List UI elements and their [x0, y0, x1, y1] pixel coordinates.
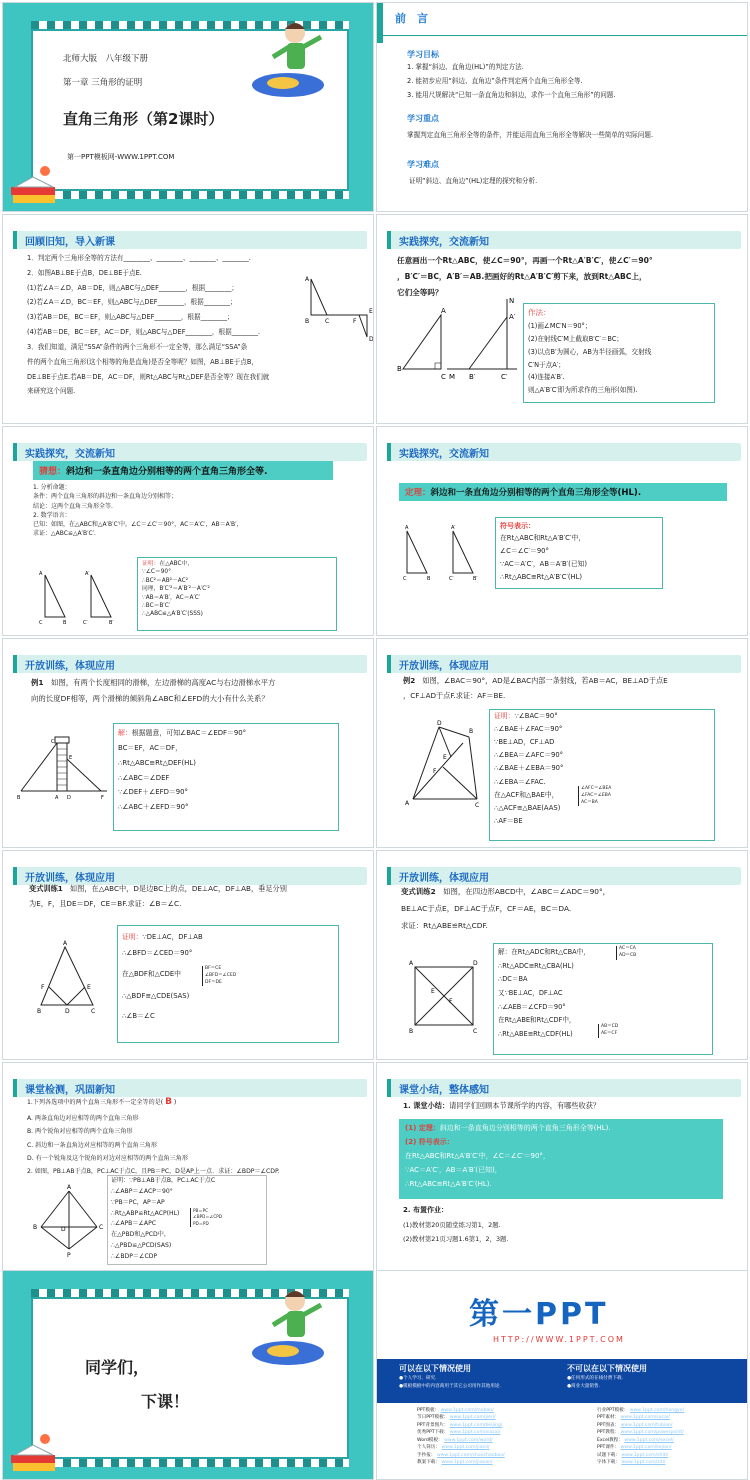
- svg-text:D: D: [65, 1008, 70, 1015]
- train3-header: 开放训练，体现应用: [25, 873, 115, 884]
- svg-text:D: D: [369, 336, 374, 343]
- review-header: 回顾旧知，导入新课: [25, 237, 115, 248]
- train4-brace-1: AC＝CA AD＝CB: [616, 946, 636, 960]
- theorem-band: 定理：斜边和一条直角边分别相等的两个直角三角形全等(HL).: [399, 483, 727, 501]
- svg-text:A: A: [441, 307, 446, 315]
- svg-text:E: E: [369, 308, 373, 315]
- cover-books-icon: [5, 163, 65, 209]
- explore1-question: 任意画出一个Rt△ABC，使∠C＝90°，再画一个Rt△A′B′C′，使∠C′＝90° ，B′C′＝BC，A′B′＝AB.把画好的Rt△A′B′C′剪下来，放到Rt△ABC上， 它们全等吗？: [397, 256, 653, 297]
- svg-text:B: B: [17, 795, 21, 801]
- svg-text:A′: A′: [85, 571, 90, 577]
- train4-sol-box: 解：在Rt△ADC和Rt△CBA中， ∴Rt△ADC≌Rt△CBA(HL) ∴DC＝BA 又∵BE⊥AC，DF⊥AC ∴∠AEB＝∠CFD＝90° 在Rt△ABE和Rt△CDF中， ∴Rt△ABE≌Rt△CDF(HL) AC＝CA AD＝CB AB＝CD AE＝CF: [493, 943, 713, 1055]
- svg-text:B: B: [427, 576, 431, 582]
- svg-text:D: D: [61, 1226, 66, 1233]
- svg-text:B: B: [397, 365, 402, 373]
- svg-text:A: A: [39, 571, 43, 577]
- explore2-figure: [39, 567, 129, 627]
- preface-slide[interactable]: [376, 2, 748, 212]
- svg-text:C: C: [91, 1008, 96, 1015]
- svg-text:F: F: [449, 998, 453, 1005]
- train3-brace: BF＝CE ∠BFD＝∠CED DF＝DE: [202, 966, 236, 986]
- explore2-slide[interactable]: [2, 426, 374, 636]
- svg-text:C′: C′: [501, 373, 508, 381]
- svg-text:B: B: [305, 318, 310, 325]
- svg-text:E: E: [431, 988, 435, 995]
- explore1-slide[interactable]: [376, 214, 748, 424]
- train3-question: 变式训练1 如图，在△ABC中，D是边BC上的点，DE⊥AC，DF⊥AB，垂足分别 为E，F，且DE＝DF，CE＝BF.求证：∠B＝∠C.: [29, 884, 287, 909]
- train4-header: 开放训练，体现应用: [399, 873, 489, 884]
- test-header: 课堂检测，巩固新知: [25, 1085, 115, 1096]
- svg-text:C: C: [403, 576, 407, 582]
- cover-publisher: 北师大版 八年级下册: [63, 54, 149, 64]
- svg-text:D: D: [473, 960, 478, 967]
- method-box: 作法： (1)画∠MC′N＝90°； (2)在射线C′M上截取B′C′＝BC； (3)以点B′为圆心，AB为半径画弧，交射线 C′N于点A′； (4)连接A′B′. 则△A′B′C′即为所求作的三角形(如图).: [523, 303, 715, 403]
- end-border-bottom: [31, 1459, 349, 1467]
- slide-figure: [17, 735, 109, 801]
- test-slide[interactable]: [2, 1062, 374, 1272]
- train4-figure: [407, 959, 481, 1033]
- svg-text:C: C: [51, 739, 55, 745]
- end-character-illustration: [243, 1281, 333, 1381]
- brand-url[interactable]: HTTP://WWW.1PPT.COM: [493, 1335, 625, 1344]
- train2-proof-box: 证明：∵∠BAC＝90° ∴∠BAE＋∠FAC＝90° ∵BE⊥AD，CF⊥AD ∴∠BEA＝∠AFC＝90° ∴∠BAE＋∠EBA＝90° ∴∠EBA＝∠FAC. 在△ACF和△BAE中， ∴△ACF≌△BAE(AAS) ∴AF＝BE ∠AFC＝∠BEA ∠FAC＝∠EBA AC＝BA: [489, 709, 715, 841]
- summary-header: 课堂小结，整体感知: [399, 1085, 489, 1096]
- test-figure: [33, 1184, 104, 1259]
- svg-text:B′: B′: [109, 620, 114, 626]
- cover-title: 直角三角形（第2课时）: [63, 110, 224, 128]
- cover-site: 第一PPT模板网-WWW.1PPT.COM: [67, 153, 175, 161]
- svg-text:B: B: [63, 620, 67, 626]
- train1-sol-box: 解：根据题意，可知∠BAC＝∠EDF＝90° BC＝EF，AC＝DF， ∴Rt△ABC≌Rt△DEF(HL) ∴∠ABC＝∠DEF ∵∠DEF＋∠EFD＝90° ∴∠ABC＋∠EFD＝90°: [113, 723, 339, 831]
- brand-slide[interactable]: [376, 1270, 748, 1480]
- svg-text:A: A: [67, 1184, 72, 1191]
- guess-band: 猜想：斜边和一条直角边分别相等的两个直角三角形全等.: [33, 461, 333, 480]
- goal-1: 1. 掌握“斜边、直角边(HL)”的判定方法.: [407, 63, 524, 71]
- explore2-header: 实践探究，交流新知: [25, 449, 115, 460]
- diff-text: 证明“斜边、直角边”(HL)定理的探究和分析.: [409, 177, 538, 185]
- svg-text:A: A: [405, 525, 409, 531]
- goal-title: 学习目标: [407, 50, 439, 59]
- svg-text:C: C: [99, 1224, 104, 1231]
- svg-text:P: P: [67, 1252, 71, 1259]
- svg-text:B: B: [409, 1028, 414, 1035]
- cover-chapter: 第一章 三角形的证明: [63, 78, 143, 88]
- explore3-slide[interactable]: [376, 426, 748, 636]
- summary-homework: 2. 布置作业： (1)教材第20页随堂练习第1，2题. (2)教材第21页习题1.6第1，2，3题.: [403, 1206, 509, 1244]
- svg-text:A′: A′: [451, 525, 456, 531]
- svg-text:C: C: [441, 373, 446, 381]
- end-books-icon: [5, 1431, 65, 1477]
- goal-2: 2. 能初步应用“斜边、直角边”条件判定两个直角三角形全等.: [407, 77, 583, 85]
- test-text: 1.下列各选项中的两个直角三角形不一定全等的是( B ) A. 两条直角边对应相等的两个直角三角形 B. 两个锐角对应相等的两个直角三角形 C. 斜边和一条直角边对应相等的两个直角三角形 D. 有一个锐角及这个锐角的对边对应相等的两个直角三角形 2. 如图，PB⊥AB于点B，PC⊥AC于点C，且PB＝PC，D是AP上一点．求证：∠BDP＝∠CDP.: [27, 1097, 280, 1175]
- end-slide[interactable]: [2, 1270, 374, 1480]
- train1-question: 例1 如图，有两个长度相同的滑梯，左边滑梯的高度AC与右边滑梯水平方 向的长度DF相等，两个滑梯的倾斜角∠ABC和∠EFD的大小有什么关系？: [31, 678, 276, 703]
- key-text: 掌握判定直角三角形全等的条件，并能运用直角三角形全等解决一些简单的实际问题.: [407, 131, 654, 139]
- svg-text:F: F: [41, 984, 45, 991]
- explore3-header: 实践探究，交流新知: [399, 449, 489, 460]
- cover-character-illustration: [243, 13, 333, 113]
- svg-text:N: N: [509, 297, 515, 305]
- explore1-header: 实践探究，交流新知: [399, 237, 489, 248]
- symbol-box: 符号表示： 在Rt△ABC和Rt△A′B′C′中， ∠C＝∠C′＝90° ∵AC＝A′C′，AB＝A′B′(已知) ∴Rt△ABC≌Rt△A′B′C′(HL): [495, 517, 663, 589]
- test-proof-box: 证明：∵PB⊥AB于点B，PC⊥AC于点C ∴∠ABP＝∠ACP＝90° ∵PB＝PC，AP＝AP ∴Rt△ABP≌Rt△ACP(HL) ∴∠APB＝∠APC 在△PBD和△PCD中， ∴△PBD≌△PCD(SAS) ∴∠BDP＝∠CDP PB＝PC ∠BPD＝∠CPD PD＝PD: [107, 1175, 267, 1265]
- train2-header: 开放训练，体现应用: [399, 661, 489, 672]
- svg-text:E: E: [87, 984, 91, 991]
- svg-text:B′: B′: [473, 576, 478, 582]
- brand-links-right: 行业PPT模板： www.1ppt.com/hangye/ PPT素材： www.1ppt.com/sucai/ PPT图表： www.1ppt.com/tubiao/ PPT教程： www.1ppt.com/powerpoint/ Excel教程： www.1ppt.com/excel/ PPT课件： www.1ppt.com/kejian/ 试题下载： www.1ppt.com/shiti/ 字体下载： www.1ppt.com/ziti/: [597, 1408, 685, 1466]
- train3-figure: [37, 940, 101, 1015]
- review-slide[interactable]: [2, 214, 374, 424]
- explore2-proof-box: 证明：在△ABC中， ∵∠C＝90° ∴BC²＝AB²－AC² 同理，B′C′²＝A′B′²－A′C′² ∵AB＝A′B′，AC＝A′C′ ∴BC＝B′C′ ∴△ABC≌△A′B′C′(SSS): [137, 557, 337, 631]
- brand-logo: 第一PPT: [469, 1297, 609, 1332]
- cover-slide[interactable]: [2, 2, 374, 212]
- svg-text:F: F: [353, 318, 357, 325]
- explore3-figure: [401, 523, 491, 583]
- svg-text:C: C: [39, 620, 43, 626]
- key-title: 学习重点: [407, 114, 439, 123]
- train4-question: 变式训练2 如图，在四边形ABCD中，∠ABC＝∠ADC＝90°， BE⊥AC于点E，DF⊥AC于点F，CF＝AE，BC＝DA. 求证：Rt△ABE≌Rt△CDF.: [401, 887, 611, 931]
- svg-text:C: C: [475, 802, 480, 809]
- brand-info: 可以在以下情况使用 ●个人学习、研究. ●模板模板中的内容商用于其它公司用作其他用途. 不可以在以下情况使用 ●任何形式的在线付费下载. ●商业大量销售. PPT模板： www.1ppt.com/moban/ 节日PPT模板： www.1ppt.com/jieri/ PPT背景图片： www.1ppt.com/beijing/ 优秀PPT下载： www.1ppt.com/xiazai/ Word模板： www.1ppt.com/word/ 个人简历： www.1ppt.com/jianli/ 手抄报： www.1ppt.com/shouchaobao/ 教案下载： www.1ppt.com/jiaoan/ 行业PPT模板： www.1ppt.com/hangye/ PPT素材： www.1ppt.com/sucai/ PPT图表： www.1ppt.com/tubiao/ PPT教程： www.1ppt.com/powerpoint/ Excel教程： www.1ppt.com/excel/ PPT课件： www.1ppt.com/kejian/ 试题下载： www.1ppt.com/shiti/ 字体下载： www.1ppt.com/ziti/: [377, 1359, 748, 1480]
- review-figure: [303, 275, 373, 345]
- svg-text:A: A: [63, 940, 68, 947]
- svg-text:D: D: [67, 795, 71, 801]
- svg-text:F: F: [433, 768, 437, 775]
- boy-body: [287, 43, 305, 69]
- svg-text:C: C: [325, 318, 330, 325]
- train1-slide[interactable]: [2, 638, 374, 848]
- train1-header: 开放训练，体现应用: [25, 661, 115, 672]
- svg-text:C: C: [473, 1028, 478, 1035]
- train4-brace-2: AB＝CD AE＝CF: [598, 1024, 618, 1038]
- train3-slide[interactable]: [2, 850, 374, 1060]
- svg-text:E: E: [69, 755, 73, 761]
- svg-text:E: E: [443, 754, 447, 761]
- cover-border-bottom: [31, 191, 349, 199]
- svg-text:C′: C′: [449, 576, 454, 582]
- svg-text:A: A: [55, 795, 59, 801]
- svg-text:M: M: [449, 373, 456, 381]
- summary-q: 1. 课堂小结：请同学们回顾本节课所学的内容，有哪些收获？: [403, 1101, 601, 1110]
- train3-proof-box: 证明：∵DE⊥AC，DF⊥AB ∴∠BFD＝∠CED＝90° 在△BDF和△CDE中 ∴△BDF≌△CDE(SAS) ∴∠B＝∠C BF＝CE ∠BFD＝∠CED DF＝DE: [117, 925, 339, 1043]
- svg-text:C′: C′: [83, 620, 88, 626]
- summary-slide[interactable]: [376, 1062, 748, 1272]
- train2-brace: ∠AFC＝∠BEA ∠FAC＝∠EBA AC＝BA: [578, 786, 611, 806]
- brand-links-left: PPT模板： www.1ppt.com/moban/ 节日PPT模板： www.1ppt.com/jieri/ PPT背景图片： www.1ppt.com/beijing/ 优秀PPT下载： www.1ppt.com/xiazai/ Word模板： www.1ppt.com/word/ 个人简历： www.1ppt.com/jianli/ 手抄报： www.1ppt.com/shouchaobao/ 教案下载： www.1ppt.com/jiaoan/: [417, 1408, 505, 1466]
- svg-text:A: A: [409, 960, 414, 967]
- svg-text:A: A: [305, 276, 310, 283]
- svg-text:B: B: [37, 1008, 42, 1015]
- test-brace: PB＝PC ∠BPD＝∠CPD PD＝PD: [190, 1208, 222, 1227]
- diff-title: 学习难点: [407, 160, 439, 169]
- end-line-2: 下课！: [141, 1392, 190, 1411]
- review-text: 1．判定两个三角形全等的方法有________、________、________、________. 2．如图AB⊥BE于点B，DE⊥BE于点E. (1)若∠A＝∠D，AB＝DE，则△ABC与△DEF________，根据________； (2)若∠A＝∠D，BC＝EF，则△ABC与△DEF________，根据________； (3)若AB＝DE，BC＝EF，则△ABC与△DEF________，根据________； (4)若AB＝DE，BC＝EF，AC＝DF，则△ABC与△DEF________，根据________. 3．我们知道，满足“SSA”条件的两个三角形不一定全等，那么满足“SSA”条 件的两个直角三角形(这个相等的角是直角)是否全等呢？如图，AB⊥BE于点B， DE⊥BE于点E.若AB＝DE，AC＝DF，则Rt△ABC与Rt△DEF是否全等？现在我们就 来研究这个问题.: [27, 254, 270, 396]
- explore1-figure: [397, 295, 527, 385]
- train2-slide[interactable]: [376, 638, 748, 848]
- preface-header: 前 言: [395, 12, 428, 25]
- svg-text:B: B: [469, 728, 474, 735]
- svg-text:B′: B′: [469, 373, 476, 381]
- train2-question: 例2 如图，∠BAC＝90°，AD是∠BAC内部一条射线，若AB＝AC，BE⊥AD于点E ，CF⊥AD于点F.求证：AF＝BE.: [403, 676, 668, 701]
- goal-3: 3. 能用尺规解决“已知一条直角边和斜边，求作一个直角三角形”的问题.: [407, 91, 616, 99]
- svg-text:F: F: [101, 795, 104, 801]
- train2-figure: [403, 720, 487, 809]
- train4-slide[interactable]: [376, 850, 748, 1060]
- svg-text:A′: A′: [509, 313, 516, 321]
- svg-text:D: D: [437, 720, 442, 727]
- end-line-1: 同学们，: [85, 1358, 150, 1377]
- summary-band: (1) 定理：斜边和一条直角边分别相等的两个直角三角形全等(HL). (2) 符号表示： 在Rt△ABC和Rt△A′B′C′中，∠C＝∠C′＝90°， ∵AC＝A′C′，AB＝A′B′(已知)， ∴Rt△ABC≌Rt△A′B′C′(HL).: [399, 1119, 723, 1199]
- explore2-lines: 1. 分析命题： 条件：两个直角三角形的斜边和一条直角边分别相等； 结论：这两个直角三角形全等. 2. 数学语言： 已知：如图，在△ABC和△A′B′C′中，∠C＝∠C′＝90°，AC＝A′C′，AB＝A′B′， 求证：△ABC≌△A′B′C′.: [33, 484, 243, 538]
- svg-text:B: B: [33, 1224, 38, 1231]
- svg-text:A: A: [405, 800, 410, 807]
